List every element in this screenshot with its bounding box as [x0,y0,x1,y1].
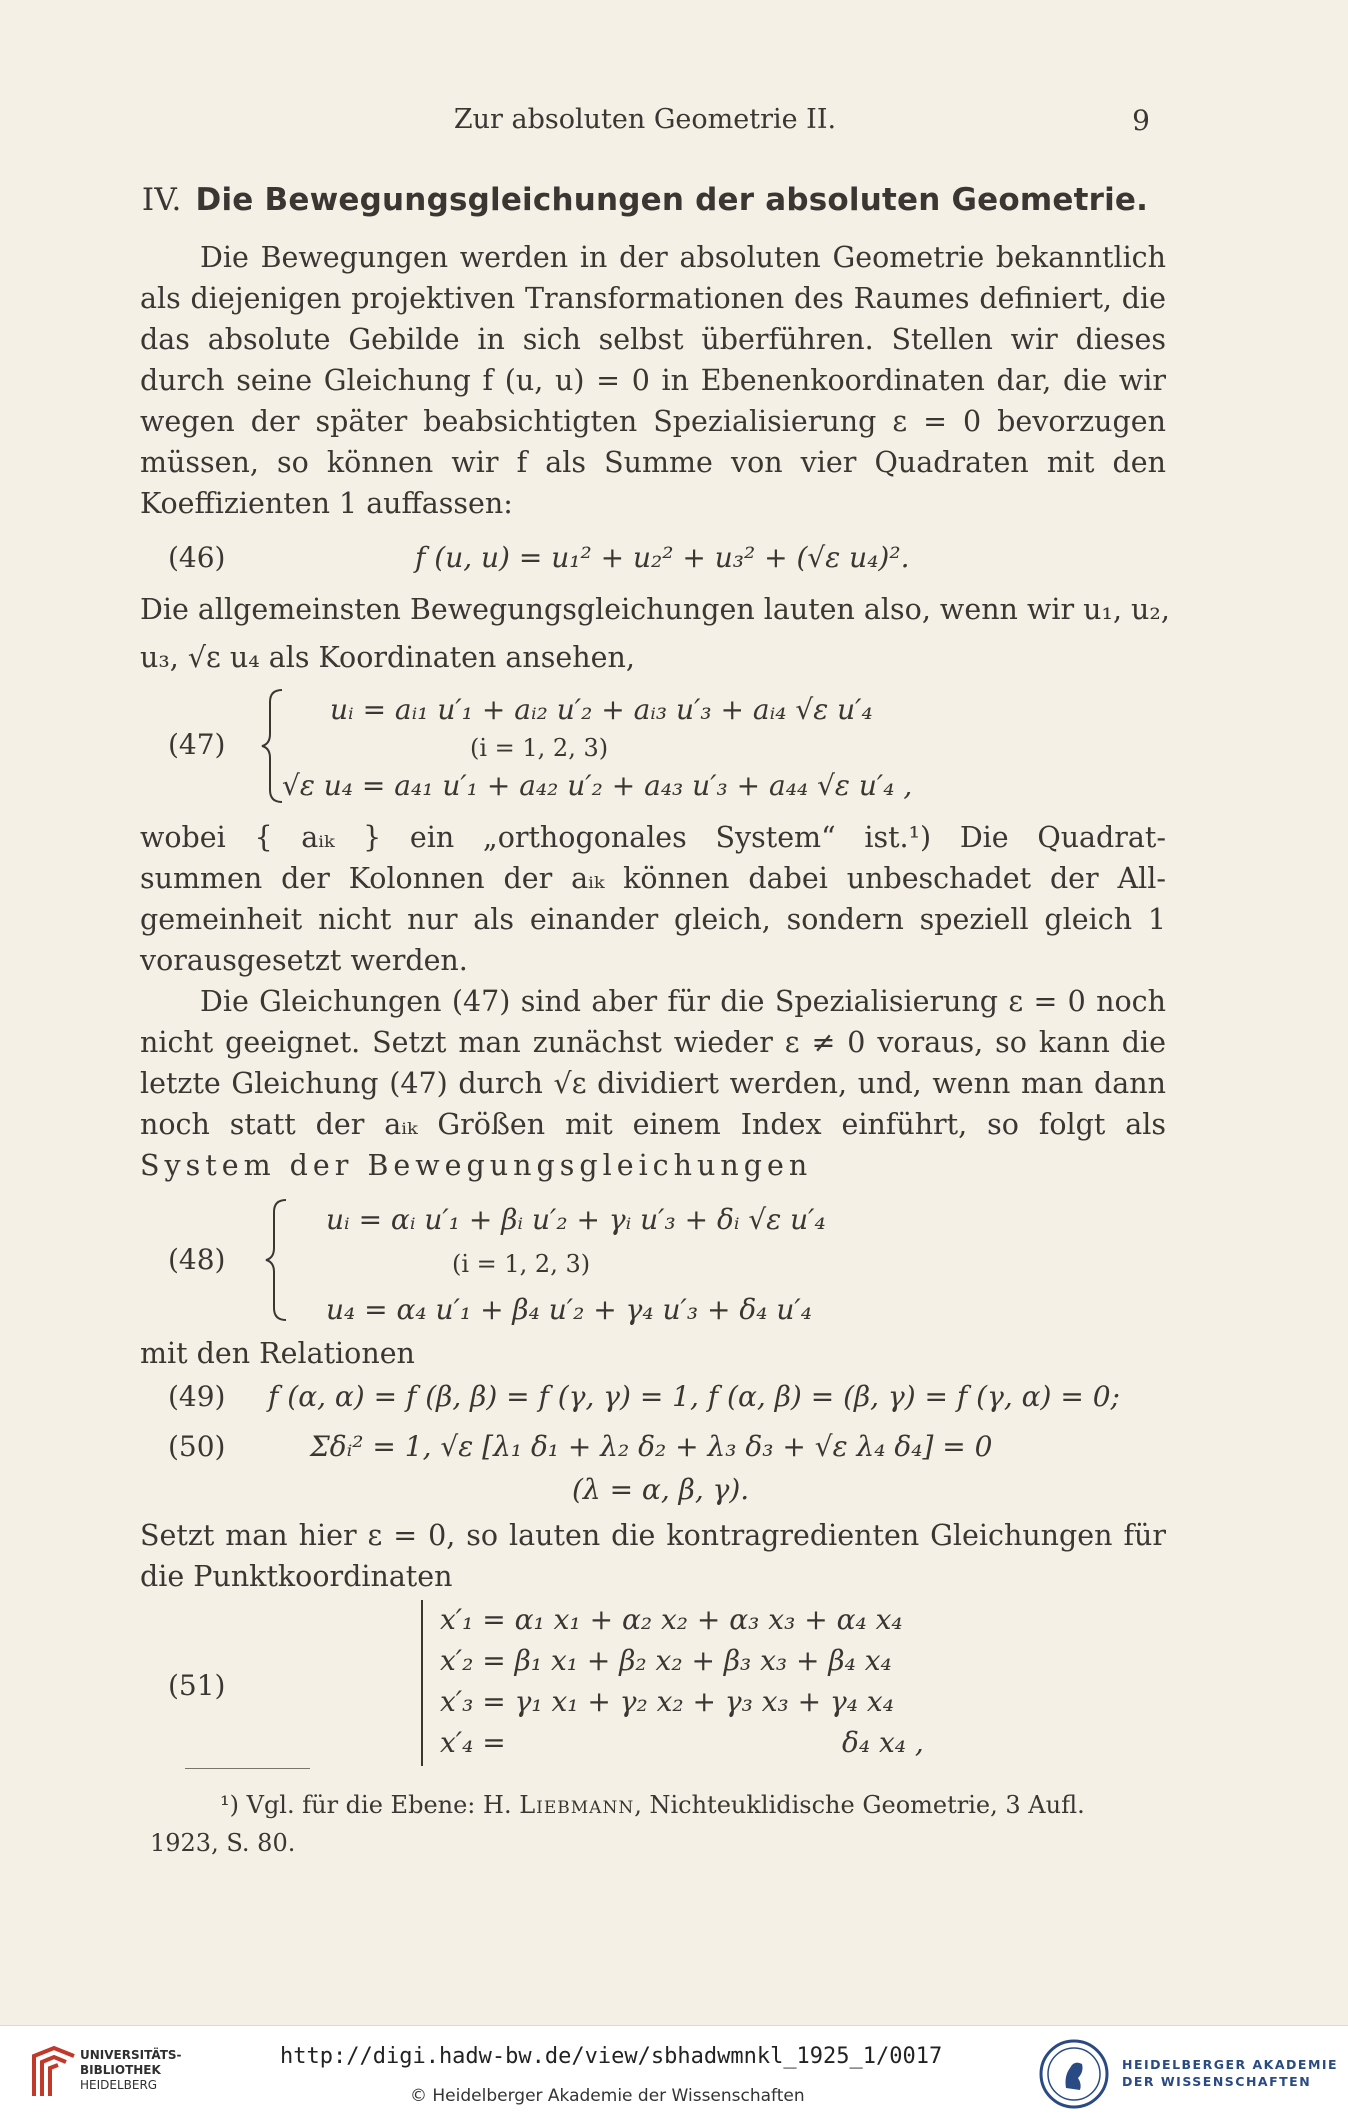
equation-51-line-2: x′₂ = β₁ x₁ + β₂ x₂ + β₃ x₃ + β₄ x₄ [440,1644,892,1677]
equation-number: (50) [168,1430,226,1463]
text-line: Die Gleichungen (47) sind aber für die Spezialisierung ε = 0 noch [200,985,1166,1018]
running-title: Zur absoluten Geometrie II. [453,104,837,135]
page-number: 9 [1132,104,1150,137]
equation-number: (46) [168,541,226,574]
text-line: summen der Kolonnen der aᵢₖ können dabei unbeschadet der All- [140,862,1166,895]
permalink-url[interactable]: http://digi.hadw-bw.de/view/sbhadwmnkl_1925_1/0017 [280,2044,943,2069]
text-line: nicht geeignet. Setzt man zunächst wieder ε ≠ 0 voraus, so kann die [140,1026,1166,1059]
text-line: vorausgesetzt werden. [140,944,468,977]
text-line: das absolute Gebilde in sich selbst überführen. Stellen wir dieses [140,323,1166,356]
left-brace-icon [262,1198,290,1322]
library-line-3: HEIDELBERG [80,2078,158,2092]
text-line: Die Bewegungen werden in der absoluten Geometrie bekanntlich [200,241,1166,274]
text-line: noch statt der aᵢₖ Größen mit einem Index einführt, so folgt als [140,1108,1166,1141]
footnote-rule [185,1768,310,1769]
equation-51-line-3: x′₃ = γ₁ x₁ + γ₂ x₂ + γ₃ x₃ + γ₄ x₄ [440,1685,894,1718]
text-line: gemeinheit nicht nur als einander gleich, sondern speziell gleich 1 [140,903,1166,936]
footnote-author: Liebmann [519,1791,635,1819]
viewer-footer [0,2025,1348,2122]
equation-number: (51) [168,1669,226,1702]
equation-50: Σδᵢ² = 1, √ε [λ₁ δ₁ + λ₂ δ₂ + λ₃ δ₃ + √ε λ₄ δ₄] = 0 [310,1430,993,1463]
equation-48-line-3: u₄ = α₄ u′₁ + β₄ u′₂ + γ₄ u′₃ + δ₄ u′₄ [326,1293,812,1326]
text-line: System der Bewegungsgleichungen [140,1149,813,1182]
text-line: Die allgemeinsten Bewegungsgleichungen lauten also, wenn wir u₁, u₂, [140,593,1170,626]
text-line: u₃, √ε u₄ als Koordinaten ansehen, [140,641,635,674]
equation-number: (49) [168,1380,226,1413]
text-line: letzte Gleichung (47) durch √ε dividiert werden, und, wenn man dann [140,1067,1166,1100]
equation-51-line-1: x′₁ = α₁ x₁ + α₂ x₂ + α₃ x₃ + α₄ x₄ [440,1603,903,1636]
text-line: müssen, so können wir f als Summe von vier Quadraten mit den [140,446,1166,479]
footnote-line-2: 1923, S. 80. [150,1829,296,1857]
academy-line-1: HEIDELBERGER AKADEMIE [1122,2057,1339,2072]
vertical-bar-icon [418,1598,426,1768]
footnote-suffix: , Nichteuklidische Geometrie, 3 Aufl. [634,1791,1085,1819]
text-line: Setzt man hier ε = 0, so lauten die kontragredienten Gleichungen für [140,1519,1166,1552]
equation-51-line-4-left: x′₄ = [440,1726,506,1759]
equation-49: f (α, α) = f (β, β) = f (γ, γ) = 1, f (α, β) = (β, γ) = f (γ, α) = 0; [268,1380,1120,1413]
text-line: wobei { aᵢₖ } ein „orthogonales System“ ist.¹) Die Quadrat- [140,821,1166,854]
footnote-line-1 [220,1788,1085,1822]
text-line: Koeffizienten 1 auffassen: [140,487,513,520]
text-line: wegen der später beabsichtigten Spezialisierung ε = 0 bevorzugen [140,405,1166,438]
text-line: die Punktkoordinaten [140,1560,453,1593]
university-library-logo-icon[interactable] [28,2044,80,2104]
library-line-2: BIBLIOTHEK [80,2063,161,2077]
equation-51-line-4-right: δ₄ x₄ , [842,1726,924,1759]
equation-47-line-1: uᵢ = aᵢ₁ u′₁ + aᵢ₂ u′₂ + aᵢ₃ u′₃ + aᵢ₄ √ε u′₄ [330,693,873,726]
footnote-prefix: ¹) Vgl. für die Ebene: H. [220,1791,512,1819]
section-heading [140,182,1150,218]
text-line: als diejenigen projektiven Transformationen des Raumes definiert, die [140,282,1166,315]
equation-47-line-2: (i = 1, 2, 3) [470,734,609,762]
equation-46: f (u, u) = u₁² + u₂² + u₃² + (√ε u₄)². [415,541,910,574]
academy-seal-icon[interactable] [1038,2038,1110,2110]
text-line: durch seine Gleichung f (u, u) = 0 in Ebenenkoordinaten dar, die wir [140,364,1166,397]
section-number: IV. [141,182,182,218]
equation-number: (47) [168,728,226,761]
equation-48-line-2: (i = 1, 2, 3) [452,1250,591,1278]
equation-number: (48) [168,1243,226,1276]
equation-47-line-3: √ε u₄ = a₄₁ u′₁ + a₄₂ u′₂ + a₄₃ u′₃ + a₄₄ √ε u′₄ , [282,769,913,802]
copyright-text: © Heidelberger Akademie der Wissenschaften [410,2086,805,2106]
library-line-1: UNIVERSITÄTS- [80,2048,182,2062]
equation-48-line-1: uᵢ = αᵢ u′₁ + βᵢ u′₂ + γᵢ u′₃ + δᵢ √ε u′₄ [326,1203,826,1236]
equation-50-line-2: (λ = α, β, γ). [572,1473,750,1506]
page-header [140,100,1150,146]
university-library-name[interactable] [80,2048,182,2093]
academy-line-2: DER WISSENSCHAFTEN [1122,2074,1312,2089]
text-line: mit den Relationen [140,1337,415,1370]
section-title: Die Bewegungsgleichungen der absoluten Geometrie. [195,182,1149,218]
academy-name[interactable] [1122,2056,1338,2090]
